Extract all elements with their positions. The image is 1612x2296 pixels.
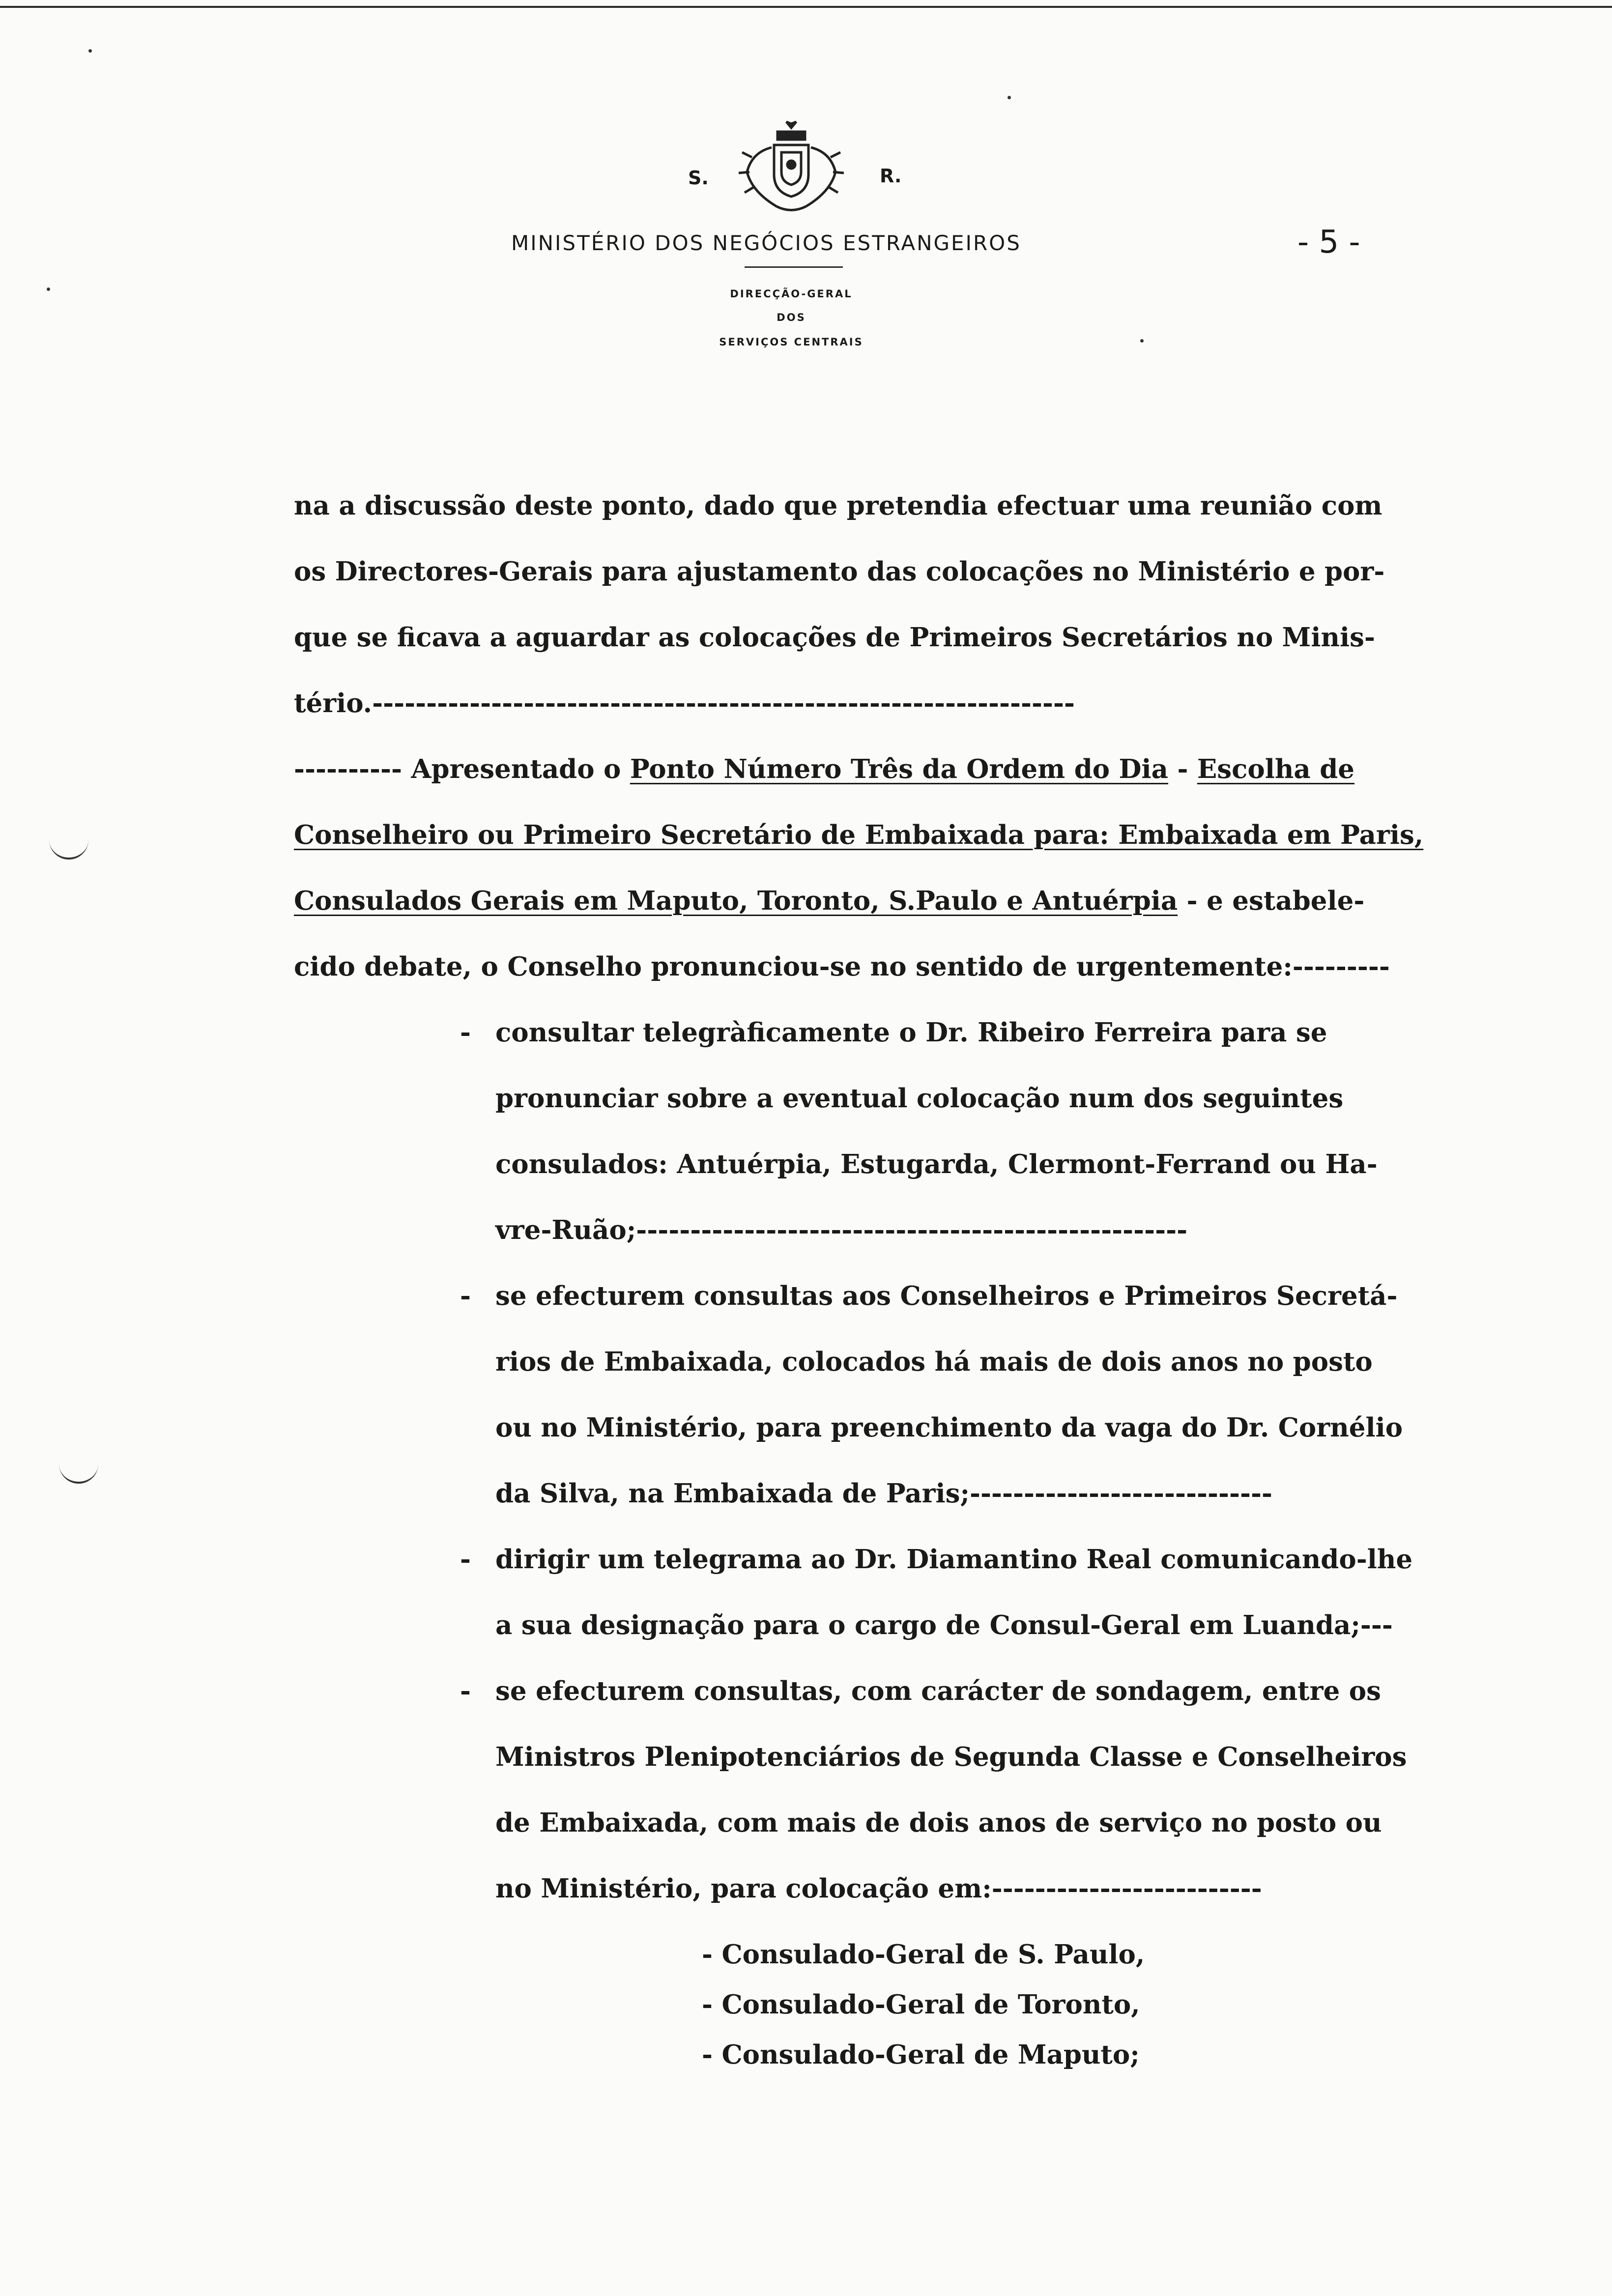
text-line: tério.----------------------------------------------------------------- bbox=[294, 688, 1075, 718]
bullet-dash: - bbox=[460, 1281, 471, 1311]
text-line: de Embaixada, com mais de dois anos de serviço no posto ou bbox=[495, 1808, 1382, 1838]
punch-hole-mark bbox=[49, 838, 88, 860]
scan-speck bbox=[1140, 339, 1144, 343]
text-line: vre-Ruão;--------------------------------------------------- bbox=[495, 1215, 1188, 1245]
text-line: Ministros Plenipotenciários de Segunda Classe e Conselheiros bbox=[495, 1742, 1407, 1772]
resolution-list bbox=[294, 1015, 1532, 1937]
top-rule bbox=[0, 6, 1612, 8]
text-line bbox=[294, 818, 1532, 884]
text-line: cido debate, o Conselho pronunciou-se no sentido de urgentemente:--------- bbox=[294, 951, 1390, 982]
list-item bbox=[460, 1542, 1532, 1608]
text-line: a sua designação para o cargo de Consul-Geral em Luanda;--- bbox=[495, 1610, 1393, 1640]
consulate-list bbox=[294, 1937, 1532, 2088]
text-line: rios de Embaixada, colocados há mais de dois anos no posto bbox=[495, 1347, 1373, 1377]
text-segment: se efecturem consultas, com carácter de sondagem, entre os bbox=[495, 1676, 1381, 1706]
text-line: ou no Ministério, para preenchimento da vaga do Dr. Cornélio bbox=[495, 1412, 1403, 1443]
text-line bbox=[294, 884, 1532, 949]
text-line: consulados: Antuérpia, Estugarda, Clermont-Ferrand ou Ha- bbox=[495, 1149, 1378, 1179]
agenda-item-subject: Escolha de bbox=[1197, 754, 1355, 784]
scan-speck bbox=[88, 49, 92, 53]
list-item: - Consulado-Geral de S. Paulo, bbox=[702, 1939, 1145, 1970]
list-item bbox=[460, 1015, 1532, 1081]
text-segment: consultar telegràficamente o Dr. Ribeiro Ferreira para se bbox=[495, 1017, 1327, 1048]
department-line-2: DOS bbox=[777, 312, 806, 323]
text-line: da Silva, na Embaixada de Paris;---------------------------- bbox=[495, 1478, 1272, 1509]
text-line: pronunciar sobre a eventual colocação num dos seguintes bbox=[495, 1083, 1344, 1114]
bullet-dash: - bbox=[460, 1676, 471, 1706]
list-item: - Consulado-Geral de Maputo; bbox=[702, 2039, 1140, 2070]
text-line: no Ministério, para colocação em:------------------------- bbox=[495, 1873, 1262, 1904]
seal-left-letter: S. bbox=[688, 167, 709, 189]
seal-block bbox=[683, 118, 929, 216]
list-item bbox=[460, 1279, 1532, 1345]
agenda-item-subject: Consulados Gerais em Maputo, Toronto, S.Paulo e Antuérpia bbox=[294, 886, 1178, 916]
bullet-dash: - bbox=[460, 1544, 471, 1575]
seal-right-letter: R. bbox=[880, 165, 902, 187]
text-segment: - e estabele- bbox=[1178, 886, 1365, 916]
text-line: os Directores-Gerais para ajustamento das colocações no Ministério e por- bbox=[294, 556, 1385, 587]
agenda-item-title: Ponto Número Três da Ordem do Dia bbox=[630, 754, 1168, 784]
ministry-underline bbox=[745, 266, 843, 268]
page-number: - 5 - bbox=[1297, 224, 1360, 260]
ministry-name: MINISTÉRIO DOS NEGÓCIOS ESTRANGEIROS bbox=[511, 231, 1021, 255]
bullet-dash: - bbox=[460, 1017, 471, 1048]
text-segment: - bbox=[1168, 754, 1197, 784]
agenda-item-subject: Conselheiro ou Primeiro Secretário de Embaixada para: Embaixada em Paris, bbox=[294, 820, 1424, 850]
scan-speck bbox=[47, 287, 50, 291]
text-line: que se ficava a aguardar as colocações de Primeiros Secretários no Minis- bbox=[294, 622, 1375, 653]
list-item: - Consulado-Geral de Toronto, bbox=[702, 1989, 1140, 2020]
text-segment: se efecturem consultas aos Conselheiros e Primeiros Secretá- bbox=[495, 1281, 1398, 1311]
coat-of-arms-icon bbox=[732, 118, 850, 216]
document-body bbox=[294, 488, 1532, 2088]
punch-hole-mark bbox=[59, 1462, 98, 1484]
text-segment: dirigir um telegrama ao Dr. Diamantino Real comunicando-lhe bbox=[495, 1544, 1413, 1575]
department-line-1: DIRECÇÃO-GERAL bbox=[730, 288, 853, 300]
scan-speck bbox=[1008, 96, 1011, 99]
list-item bbox=[460, 1674, 1532, 1740]
text-segment: ---------- Apresentado o bbox=[294, 754, 630, 784]
text-line bbox=[294, 752, 1532, 818]
text-line: na a discussão deste ponto, dado que pretendia efectuar uma reunião com bbox=[294, 490, 1382, 521]
department-line-3: SERVIÇOS CENTRAIS bbox=[719, 336, 864, 348]
